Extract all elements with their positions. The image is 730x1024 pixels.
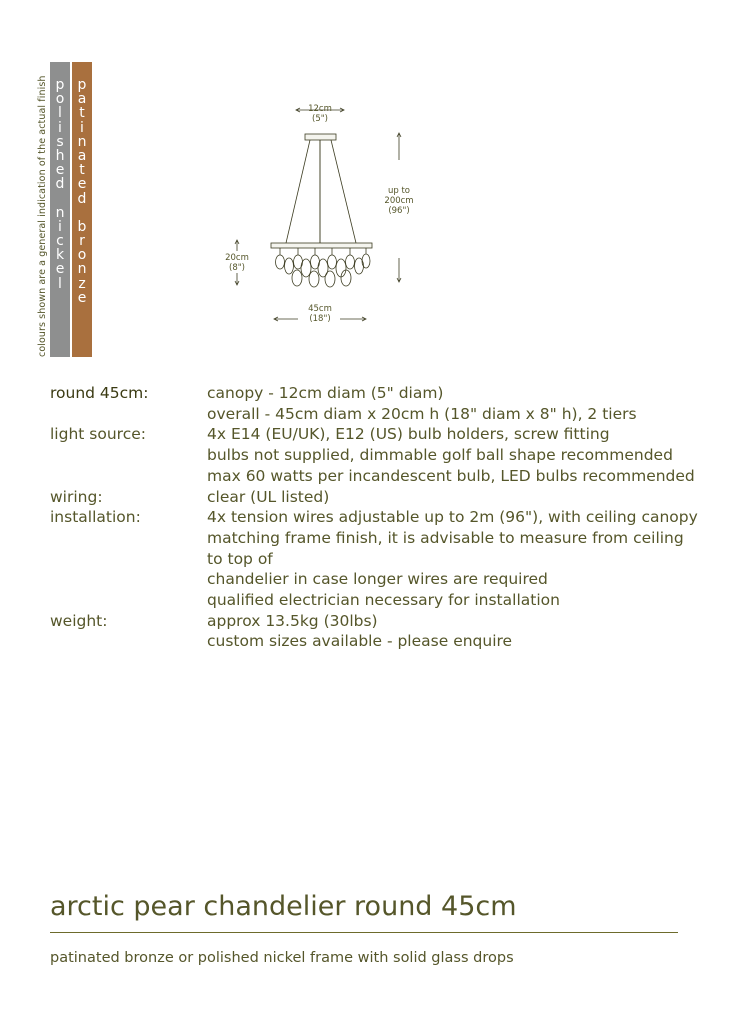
- swatch-letter: d: [77, 190, 87, 207]
- height-metric: 20cm: [225, 253, 249, 263]
- chandelier-dimension-diagram: [0, 0, 730, 380]
- swatch-letter: r: [79, 233, 85, 250]
- spec-value: canopy - 12cm diam (5" diam): [207, 384, 444, 402]
- canopy-imperial: (5"): [312, 114, 328, 124]
- swatch-letter: k: [55, 247, 65, 264]
- spec-value: overall - 45cm diam x 20cm h (18" diam x 8" h), 2 tiers: [207, 404, 637, 423]
- spec-row-installation: [50, 507, 700, 611]
- swatch-letter: n: [77, 261, 87, 278]
- swatch-letter: o: [77, 247, 87, 264]
- spec-label: round 45cm:: [50, 384, 149, 402]
- swatch-letter: t: [79, 162, 85, 179]
- height-dimension-label: [220, 253, 254, 273]
- spec-row-light-source: [50, 424, 700, 486]
- swatch-letter: o: [55, 91, 65, 108]
- title-divider: [50, 932, 678, 933]
- swatch-letter: a: [77, 147, 87, 164]
- width-dimension-label: [299, 304, 341, 324]
- swatch-letter: t: [79, 105, 85, 122]
- finish-disclaimer: colours shown are a general indication of the actual finish: [37, 75, 48, 357]
- swatch-letter: i: [58, 218, 62, 235]
- swatch-letter: e: [77, 289, 87, 306]
- spec-label: installation:: [50, 508, 141, 527]
- drop-imperial: (96"): [388, 206, 410, 216]
- swatch-letter: s: [56, 133, 64, 150]
- swatch-letter: e: [77, 176, 87, 193]
- swatch-letter: b: [77, 218, 87, 235]
- wire-line: [331, 140, 356, 243]
- canopy-shape: [305, 134, 336, 140]
- canopy-metric: 12cm: [308, 104, 332, 114]
- wire-line: [286, 140, 310, 243]
- spec-value: matching frame finish, it is advisable to measure from ceiling to top of: [207, 528, 684, 568]
- spec-value: clear (UL listed): [207, 487, 330, 506]
- spec-row-size: [50, 383, 700, 424]
- swatch-letter: p: [77, 77, 87, 93]
- swatch-letter: d: [55, 176, 65, 193]
- swatch-letter: p: [55, 77, 65, 93]
- swatch-letter: e: [55, 261, 65, 278]
- spec-label: light source:: [50, 425, 146, 444]
- spec-row-wiring: [50, 487, 700, 508]
- specifications-table: [50, 383, 700, 652]
- spec-values: [207, 424, 700, 486]
- spec-value: 4x tension wires adjustable up to 2m (96"), with ceiling canopy: [207, 508, 698, 527]
- swatch-letter: z: [78, 275, 86, 292]
- swatch-letter: e: [55, 162, 65, 179]
- spec-values: [207, 507, 700, 611]
- width-metric: 45cm: [308, 304, 332, 314]
- swatch-letter: l: [58, 275, 62, 292]
- spec-values: [207, 611, 700, 652]
- swatch-letter: a: [77, 91, 87, 108]
- height-imperial: (8"): [229, 263, 245, 273]
- spec-value: qualified electrician necessary for installation: [207, 591, 560, 610]
- spec-value: chandelier in case longer wires are required: [207, 570, 548, 589]
- chandelier-drawing: [0, 0, 730, 380]
- spec-row-weight: [50, 611, 700, 652]
- product-title: arctic pear chandelier round 45cm: [50, 891, 517, 922]
- canopy-dimension-label: [300, 104, 340, 124]
- swatch-letter: l: [58, 105, 62, 122]
- drop-prefix: up to: [387, 186, 411, 196]
- swatch-letter: i: [58, 119, 62, 136]
- drop-metric: 200cm: [384, 196, 414, 206]
- spec-label: wiring:: [50, 487, 103, 506]
- spec-label: weight:: [50, 611, 108, 630]
- swatch-letter: i: [80, 119, 84, 136]
- product-subtitle: patinated bronze or polished nickel frame with solid glass drops: [50, 950, 514, 966]
- glass-drops-group: [276, 248, 371, 287]
- spec-value: approx 13.5kg (30lbs): [207, 611, 378, 630]
- swatch-letter: h: [55, 147, 65, 164]
- spec-value: custom sizes available - please enquire: [207, 632, 513, 651]
- drop-dimension-label: [380, 186, 418, 216]
- spec-value: bulbs not supplied, dimmable golf ball shape recommended: [207, 446, 673, 465]
- spec-values: [207, 487, 700, 508]
- spec-value: max 60 watts per incandescent bulb, LED bulbs recommended: [207, 466, 695, 485]
- width-imperial: (18"): [309, 314, 331, 324]
- swatch-letter: n: [55, 204, 65, 221]
- ring-frame: [271, 243, 372, 248]
- spec-value: 4x E14 (EU/UK), E12 (US) bulb holders, screw fitting: [207, 425, 610, 444]
- spec-values: [207, 383, 700, 424]
- swatch-letter: n: [77, 133, 87, 150]
- swatch-letter: c: [56, 233, 64, 250]
